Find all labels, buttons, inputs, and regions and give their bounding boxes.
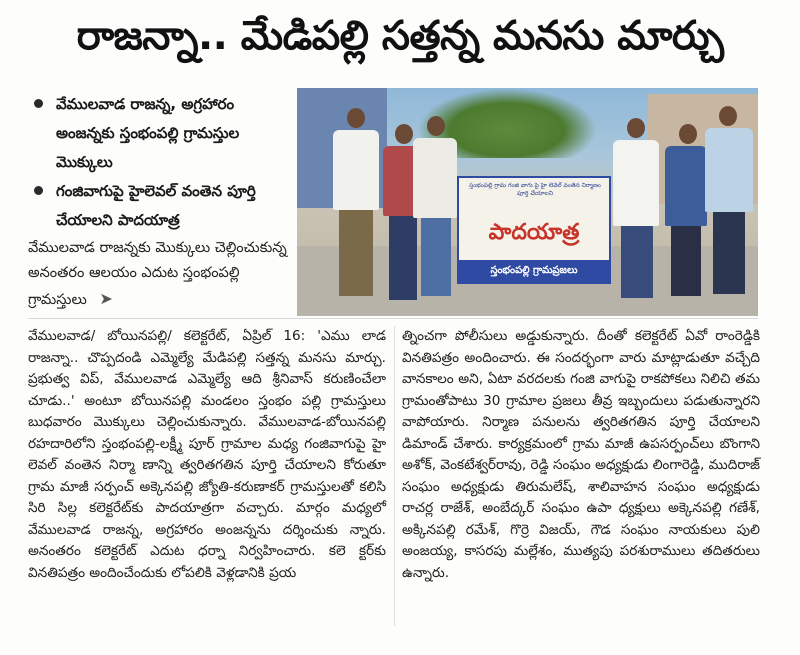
highlight-text: గంజివాగుపై హైలెవల్ వంతెన పూర్తి చేయాలని పాదయాత్ర (56, 182, 256, 229)
article-text-right: త్నించగా పోలీసులు అడ్డుకున్నారు. దీంతో కలెక్టరేట్ ఏవో రాంరెడ్డికి వినతిపత్రం అందించారు. ఈ సందర్భంగా వారు మాట్లాడుతూ వచ్చేది వానకాలం అని, ఏటా వరదలకు గంజి వాగుపై రాకపోకలు నిలిచి తమ గ్రామంతోపాటు 30 గ్రామాల ప్రజలు తీవ్ర ఇబ్బందులు పడుతున్నారని వాపోయారు. నిర్మాణ పనులను త్వరితగతిన పూర్తి చేయాలని డిమాండ్ చేశారు. కార్యక్రమంలో గ్రామ మాజీ ఉపసర్పంచ్‌లు బొంగాని అశోక్, వెంకటేశ్వర్‌రావు, రెడ్డి సంఘం అధ్యక్షుడు లింగారెడ్డి, ముదిరాజ్ సంఘం అధ్యక్షుడు తిరుమలేష్, శాలివాహన సంఘం అధ్యక్షుడు రాచర్ల రాజేశ్, అంబేద్కర్ సంఘం ఉపా ధ్యక్షులు అక్కెనపల్లి గణేశ్, అక్కినపల్లి రమేశ్, గొర్రె విజయ్, గౌడ సంఘం నాయకులు పులి అంజయ్య, కాసరపు మల్లేశం, ముత్యపు పరశురాములు తదితరులు ఉన్నారు. (402, 328, 760, 581)
banner-title: పాదయాత్ర (488, 220, 580, 245)
news-photo (297, 88, 758, 316)
article-column-right (402, 326, 760, 584)
divider (28, 318, 758, 319)
banner-top-text: స్తంభంపల్లి గ్రామ గంజి వాగు పై హై లెవెల్ వంతెన నిర్మాణం పూర్తి చేయాలని (469, 182, 601, 197)
column-divider (394, 326, 395, 626)
highlight-text: వేములవాడ రాజన్న, అగ్రహారం అంజన్నకు స్తంభంపల్లి గ్రామస్తుల మొక్కులు (56, 95, 240, 171)
bullet-icon (34, 99, 43, 108)
article-text-left: వేములవాడ/ బోయినపల్లి/ కలెక్టరేట్, ఏప్రిల్ 16: 'ఎము లాడ రాజన్నా.. చొప్పదండి ఎమ్మెల్యే మేడిపల్లి సత్తన్న మనసు మార్చు. ప్రభుత్వ విప్, వేములవాడ ఎమ్మెల్యే ఆది శ్రీనివాస్ కరుణించేలా చూడు..' అంటూ బోయినపల్లి మండలం స్తంభం పల్లి గ్రామస్తులు బుధవారం మొక్కులు చెల్లించుకున్నారు. వేములవాడ-బోయినపల్లి రహదారిలోని స్తంభంపల్లి-లక్ష్మీ పూర్ గ్రామాల మధ్య గంజివాగుపై హై లెవల్ వంతెన నిర్మా ణాన్ని త్వరితగతిన పూర్తి చేయాలని కోరుతూ గ్రామ మాజీ సర్పంచ్ అక్కెనపల్లి జ్యోతి-కరుణాకర్ గ్రామస్తులతో కలిసి సిరి సిల్ల కలెక్టరేట్‌కు పాదయాత్రగా వచ్చారు. మార్గం మధ్యలో వేములవాడ రాజన్న, అగ్రహారం అంజన్నను దర్శించుకు న్నారు. అనంతరం కలెక్టరేట్ ఎదుట ధర్నా నిర్వహించారు. కలె క్టర్‌కు వినతిపత్రం అందించేందుకు లోపలికి వెళ్లడానికి ప్రయ (28, 328, 386, 581)
article-column-left (28, 326, 386, 584)
photo-caption-text: వేములవాడ రాజన్నకు మొక్కులు చెల్లించుకున్న అనంతరం ఆలయం ఎదుట స్తంభంపల్లి గ్రామస్తులు (28, 240, 287, 308)
headline: రాజన్నా.. మేడిపల్లి సత్తన్న మనసు మార్చు (76, 13, 724, 59)
bullet-icon (34, 186, 43, 195)
photo-caption (28, 236, 290, 313)
highlight-item (28, 177, 290, 235)
highlight-item (28, 90, 290, 177)
padayatra-banner (457, 176, 611, 284)
banner-bottom-text: స్తంభంపల్లి గ్రామప్రజలు (459, 260, 609, 282)
highlights-list (28, 90, 290, 235)
arrow-icon: ➤ (99, 289, 113, 308)
